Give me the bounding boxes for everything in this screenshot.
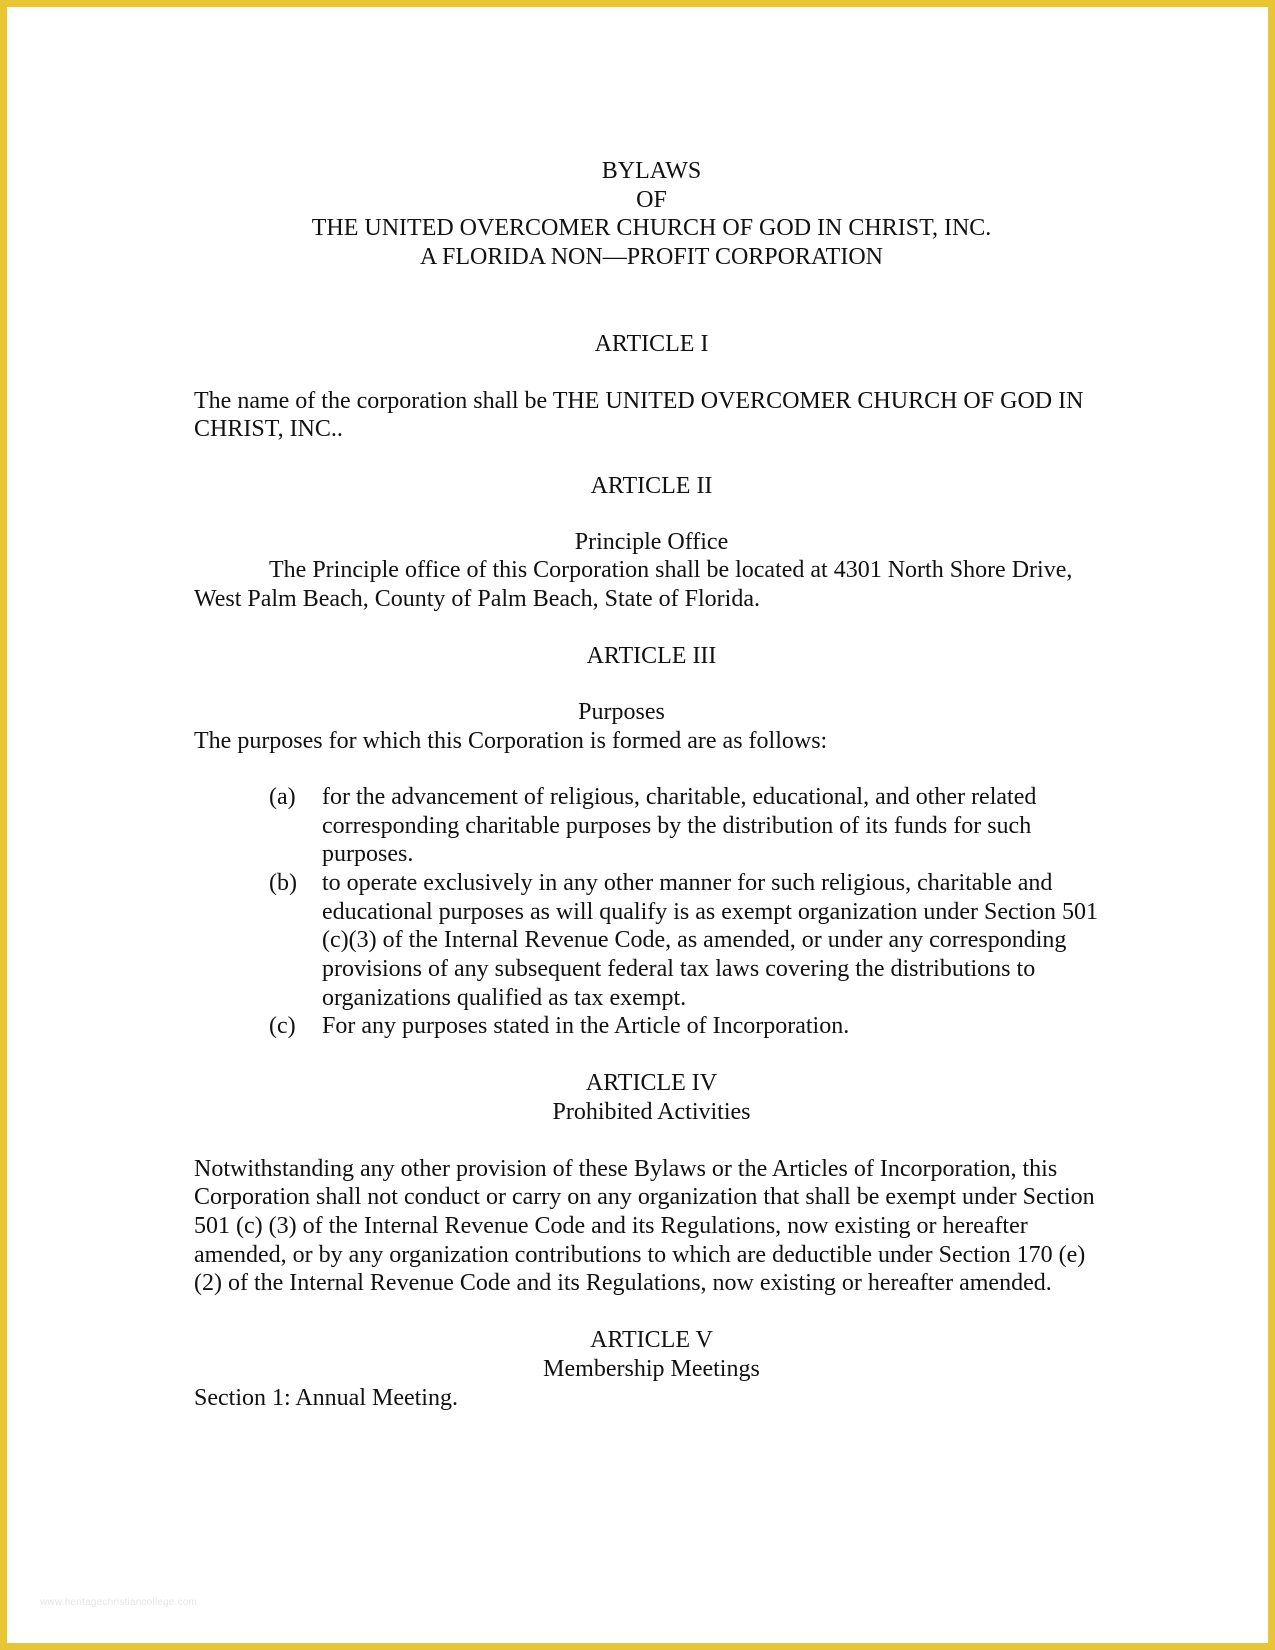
watermark: www.heritagechristiancollege.com (40, 1597, 198, 1608)
title-line-bylaws: BYLAWS (601, 158, 702, 184)
list-item-marker: (c) (269, 1013, 296, 1040)
article-5-heading: ARTICLE V (590, 1327, 713, 1354)
title-line-corporation-type: A FLORIDA NON—PROFIT CORPORATION (420, 244, 883, 271)
list-item-text: to operate exclusively in any other manner for such religious, charitable and educational purposes as will qualify is as exempt organization under Section 501 (c)(3) of the Internal Revenue Code, as amended, or under any corresponding provisions of any subsequent federal tax laws covering the distributions to organizations qualified as tax exempt. (322, 869, 1099, 1011)
article-3-subheading: Purposes (578, 699, 665, 726)
list-item (194, 869, 1109, 1013)
title-line-of: OF (636, 186, 667, 213)
article-4-body: Notwithstanding any other provision of these Bylaws or the Articles of Incorporation, this Corporation shall not conduct or carry on any organization that shall be exempt under Section 501 (c) (3) of the Internal Revenue Code and its Regulations, now existing or hereafter amended, or by any organization contributions to which are deductible under Section 170 (e)(2) of the Internal Revenue Code and its Regulations, now existing or hereafter amended. (194, 1155, 1095, 1297)
article-4-heading: ARTICLE IV (585, 1070, 718, 1097)
list-item-marker: (b) (269, 869, 297, 896)
list-item-text: for the advancement of religious, charitable, educational, and other related corresponding charitable purposes by the distribution of its funds for such purposes. (322, 783, 1037, 868)
article-5-section-1: Section 1: Annual Meeting. (194, 1384, 458, 1411)
article-5-subheading: Membership Meetings (543, 1355, 760, 1382)
article-2-heading: ARTICLE II (590, 472, 713, 499)
list-item (194, 783, 1109, 869)
article-4-subheading: Prohibited Activities (552, 1098, 751, 1125)
title-line-church-name: THE UNITED OVERCOMER CHURCH OF GOD IN CHRIST, INC. (311, 215, 992, 242)
purposes-list (194, 783, 1109, 1041)
title-block (194, 157, 1109, 272)
list-item-text: For any purposes stated in the Article of Incorporation. (322, 1013, 850, 1040)
article-1-heading: ARTICLE I (594, 330, 709, 357)
document-page (7, 7, 1268, 1643)
list-item-marker: (a) (269, 783, 296, 810)
article-2-subheading: Principle Office (574, 528, 729, 555)
article-3-intro: The purposes for which this Corporation is formed are as follows: (194, 728, 828, 755)
article-1-body: The name of the corporation shall be THE UNITED OVERCOMER CHURCH OF GOD IN CHRIST, INC.. (194, 387, 1084, 443)
article-2-body: The Principle office of this Corporation shall be located at 4301 North Shore Drive, West Palm Beach, County of Palm Beach, State of Florida. (194, 557, 1073, 613)
list-item (194, 1012, 1109, 1041)
document-body (194, 157, 1109, 1412)
article-3-heading: ARTICLE III (586, 642, 717, 669)
